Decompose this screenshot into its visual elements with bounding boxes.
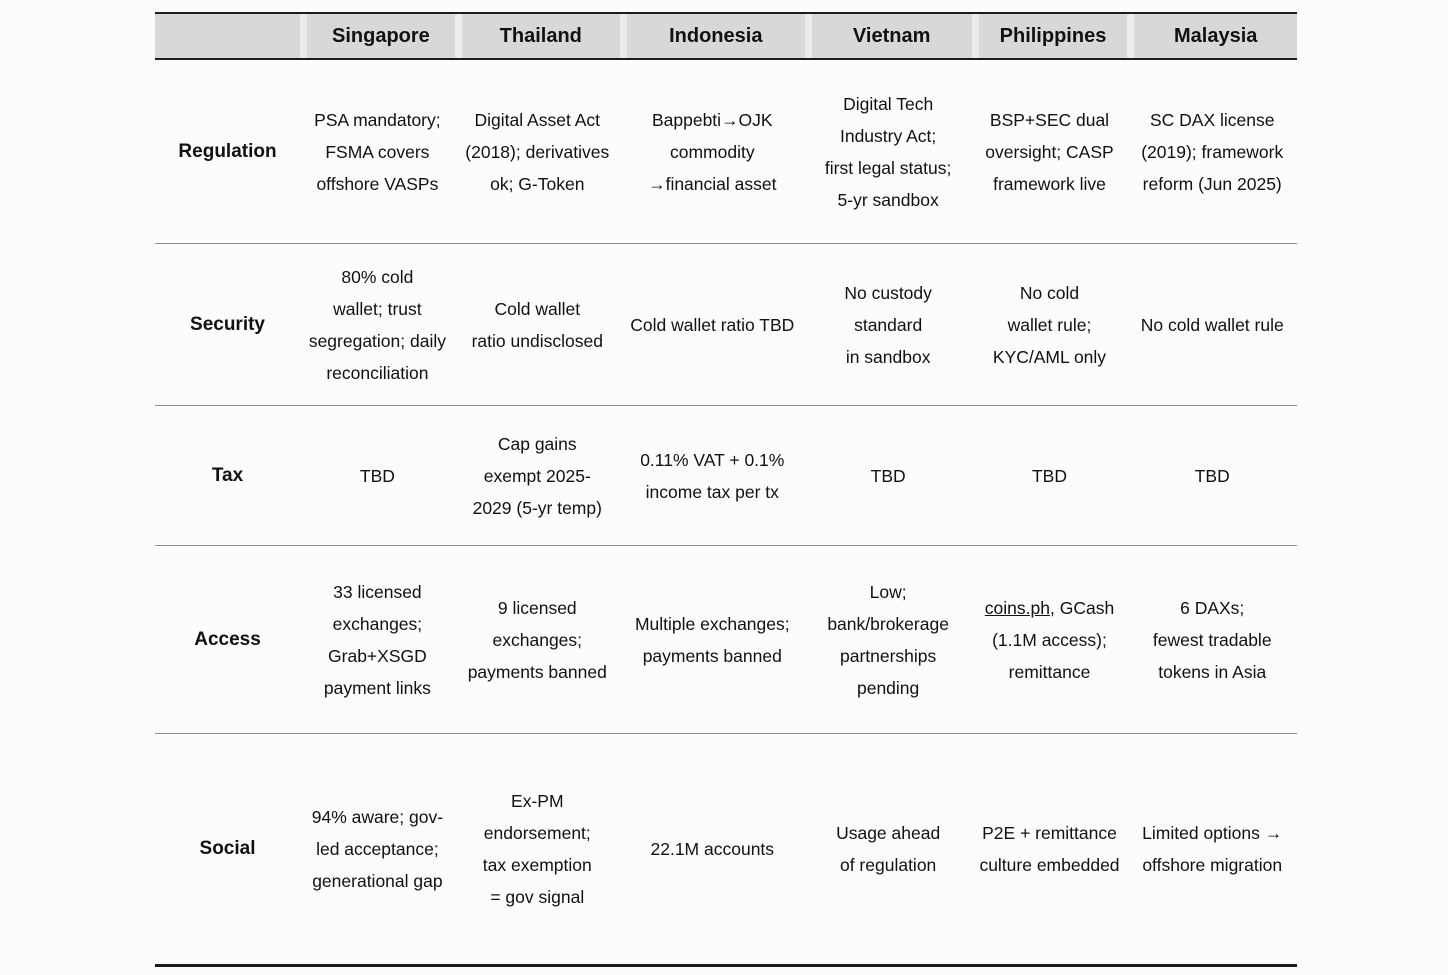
cell-text: coins.ph, GCash (1.1M access); remittance — [984, 597, 1115, 682]
column-header-vietnam: Vietnam — [805, 14, 972, 58]
row-label-text: Regulation — [178, 140, 277, 162]
table-cell — [455, 406, 620, 545]
table-cell — [1127, 60, 1296, 243]
table-cell — [300, 244, 455, 405]
cell-text: Digital Asset Act (2018); derivatives ok; G-Token — [465, 109, 610, 194]
cell-text: TBD — [1031, 465, 1067, 486]
table-cell — [620, 734, 805, 964]
column-header-empty — [155, 14, 300, 58]
column-header-malaysia: Malaysia — [1127, 14, 1296, 58]
column-header-indonesia: Indonesia — [620, 14, 805, 58]
table-cell — [972, 406, 1128, 545]
table-cell — [300, 546, 455, 733]
cell-text: Low; bank/brokerage partnerships pending — [827, 581, 949, 698]
cell-text: 80% cold wallet; trust segregation; daily reconciliation — [308, 266, 446, 383]
table-cell — [805, 546, 972, 733]
cell-text: Bappebti→OJK commodity →financial asset — [648, 109, 777, 194]
table-cell — [300, 60, 455, 243]
cell-text: Digital Tech Industry Act; first legal status; 5-yr sandbox — [824, 93, 952, 210]
coins-ph-link[interactable]: coins.ph — [984, 597, 1050, 618]
cell-text: SC DAX license (2019); framework reform (Jun 2025) — [1141, 109, 1284, 194]
table-header-row — [155, 14, 1297, 60]
table-row-access — [155, 546, 1297, 734]
cell-text: TBD — [870, 465, 906, 486]
cell-text: No custody standard in sandbox — [844, 282, 932, 367]
row-label-text: Security — [190, 313, 265, 335]
table-cell — [300, 406, 455, 545]
cell-text: Limited options → offshore migration — [1142, 823, 1283, 875]
table-cell — [620, 546, 805, 733]
row-label-text: Social — [199, 838, 256, 859]
table-cell — [300, 734, 455, 964]
row-label — [155, 406, 300, 545]
cell-text: Cold wallet ratio undisclosed — [471, 298, 603, 351]
table-cell — [620, 406, 805, 545]
row-label-text: Access — [194, 628, 261, 650]
cell-text: TBD — [359, 465, 395, 486]
column-header-thailand: Thailand — [455, 14, 620, 58]
table-cell — [805, 60, 972, 243]
cell-text: P2E + remittance culture embedded — [979, 823, 1120, 875]
cell-text: No cold wallet rule — [1140, 314, 1284, 335]
cell-text: 6 DAXs; fewest tradable tokens in Asia — [1152, 597, 1272, 682]
table-cell — [805, 406, 972, 545]
table-cell — [805, 734, 972, 964]
column-header-singapore: Singapore — [300, 14, 455, 58]
table-cell — [972, 734, 1128, 964]
row-label — [155, 244, 300, 405]
table-cell — [1127, 406, 1296, 545]
table-cell — [455, 546, 620, 733]
cell-text: 0.11% VAT + 0.1% income tax per tx — [640, 449, 785, 502]
cell-text: 22.1M accounts — [650, 839, 775, 859]
table-cell — [972, 546, 1128, 733]
cell-text: Cold wallet ratio TBD — [630, 314, 795, 335]
row-label-text: Tax — [211, 464, 244, 486]
row-label — [155, 734, 300, 964]
table-row-tax — [155, 406, 1297, 546]
cell-text: BSP+SEC dual oversight; CASP framework live — [985, 109, 1114, 194]
table-row-social — [155, 734, 1297, 964]
cell-text: Multiple exchanges; payments banned — [634, 613, 790, 666]
table-cell — [455, 60, 620, 243]
table-cell — [972, 244, 1128, 405]
table-cell — [1127, 546, 1296, 733]
cell-text: No cold wallet rule; KYC/AML only — [992, 282, 1107, 367]
table-cell — [1127, 734, 1296, 964]
table-row-regulation — [155, 60, 1297, 244]
cell-text: Usage ahead of regulation — [836, 823, 941, 875]
table-cell — [1127, 244, 1296, 405]
table-cell — [972, 60, 1128, 243]
row-label — [155, 60, 300, 243]
cell-text: PSA mandatory; FSMA covers offshore VASPs — [314, 109, 441, 194]
column-header-philippines: Philippines — [972, 14, 1128, 58]
cell-text: TBD — [1194, 465, 1230, 486]
row-label — [155, 546, 300, 733]
table-row-security — [155, 244, 1297, 406]
table-body — [155, 60, 1297, 964]
table-cell — [620, 244, 805, 405]
cell-text: Ex-PM endorsement; tax exemption = gov signal — [482, 791, 592, 907]
cell-text: 94% aware; gov-led acceptance; generational gap — [311, 807, 444, 891]
table-cell — [805, 244, 972, 405]
cell-text: 33 licensed exchanges; Grab+XSGD payment links — [323, 581, 431, 698]
cell-text: Cap gains exempt 2025-2029 (5-yr temp) — [472, 433, 602, 518]
table-cell — [620, 60, 805, 243]
table-cell — [455, 734, 620, 964]
comparison-table — [155, 12, 1297, 967]
table-cell — [455, 244, 620, 405]
cell-text: 9 licensed exchanges; payments banned — [467, 597, 607, 682]
